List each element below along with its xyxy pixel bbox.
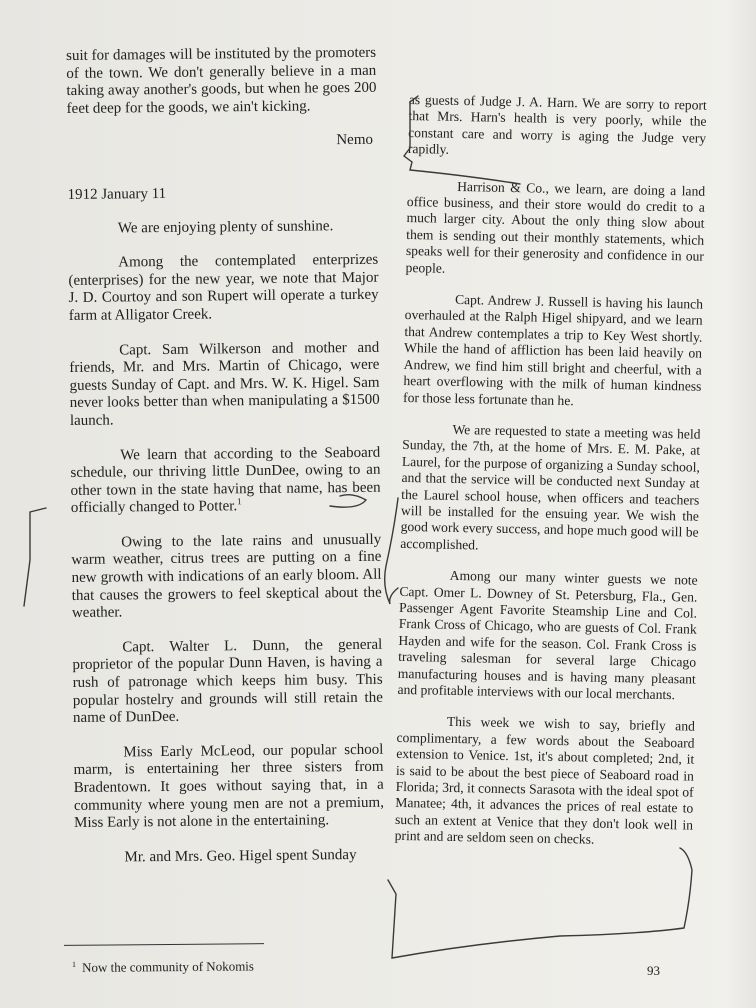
paragraph-guests: Among our many winter guests we note Capt. Omer L. Downey of St. Petersburg, Fla., Gen. Passenger Agent Favorite Steamship Line and Col. Frank Cross of Chicago, who are guests of Col. Frank Hayden and wife for the season. Col. Frank Cross is traveling salesman for several large Chicago manufacturing houses and is having many pleasant and profitable interviews with our local merchants. — [397, 568, 698, 703]
paragraph-seaboard: This week we wish to say, briefly and complimentary, a few words about the Seaboard extension to Venice. 1st, it's about completed; 2nd, it is said to be about the best piece of Seaboard road in Florida; 3rd, it connects Sarasota with the ideal spot of Manatee; 4th, it advances the prices of real estate to such an extent at Venice that they don't look well in print and are seldom seen on checks. — [394, 714, 696, 847]
paragraph-citrus: Owing to the late rains and unusually warm weather, citrus trees are putting on a fine new growth with indications of an early bloom. All that causes the growers to feel skeptical about the weather. — [71, 531, 382, 622]
paragraph-wilkerson: Capt. Sam Wilkerson and mother and friends, Mr. and Mrs. Martin of Chicago, were guests Sunday of Capt. and Mrs. W. K. Higel. Sam never looks better than when manipulating a $1500 launch. — [69, 339, 380, 429]
paragraph-harn: as guests of Judge J. A. Harn. We are sorry to report that Mrs. Harn's health is very poorly, while the constant care and worry is aging the Judge very rapidly. — [407, 92, 707, 157]
paragraph-russell: Capt. Andrew J. Russell is having his launch overhauled at the Ralph Higel shipyard, and we learn that Andrew contemplates a trip to Key West shortly. While the hand of affliction has been laid heavily on Andrew, we find him still bright and cheerful, with a heart overflowing with the milk of human kindness for those less fortunate than he. — [403, 291, 704, 408]
footnote-rule — [64, 943, 264, 946]
paragraph-harrison: Harrison & Co., we learn, are doing a land office business, and their store would do credit to a much larger city. About the only thing slow about them is sending out their monthly statements, which speaks well for their generosity and confidence in our people. — [405, 178, 706, 276]
paragraph-continued: suit for damages will be instituted by the promoters of the town. We don't generally believe in a man taking away another's goods, but when he goes 200 feet deep for the goods, we ain't kicking. — [66, 44, 377, 117]
page-number: 93 — [647, 963, 660, 978]
paragraph-dunn: Capt. Walter L. Dunn, the general proprietor of the popular Dunn Haven, is having a rush of patronage which keeps him busy. This popular hostelry and grounds will still retain the name of DunDee. — [72, 636, 383, 727]
page-spine-shadow — [726, 0, 756, 1008]
paragraph-enterprizes: Among the contemplated enterprizes (enterprises) for the new year, we note that Major J. D. Courtoy and son Rupert will operate a turkey farm at Alligator Creek. — [68, 251, 379, 324]
footnote-marker: 1 — [71, 959, 77, 969]
left-column — [66, 45, 385, 885]
paragraph-dundee-text: We learn that according to the Seaboard schedule, our thriving little DunDee, owing to an other town in the state having that name, has been officially changed to Potter. — [70, 444, 381, 517]
bracket-mark-middle-right — [385, 498, 398, 604]
footnote — [72, 958, 254, 976]
bracket-mark-bottom — [388, 848, 692, 958]
dateline: 1912 January 11 — [67, 185, 167, 203]
paragraph-mcleod: Miss Early McLeod, our popular school marm, is entertaining her three sisters from Bradentown. It goes without saying that, in a community where young men are not a premium, Miss Early is not alone in the entertaining. — [73, 741, 385, 832]
footnote-reference: 1 — [237, 496, 242, 507]
paragraph-sunshine: We are enjoying plenty of sunshine. — [117, 217, 334, 237]
paragraph-dundee — [70, 444, 381, 518]
signature: Nemo — [336, 132, 374, 149]
right-column — [394, 92, 707, 865]
paragraph-higel: Mr. and Mrs. Geo. Higel spent Sunday — [124, 846, 357, 866]
paragraph-meeting: We are requested to state a meeting was held Sunday, the 7th, at the home of Mrs. E. M. Pake, at Laurel, for the purpose of organizing a Sunday school, and that the service will be conducted next Sunday at the Laurel school house, when officers and teachers will be installed for the ensuing year. We wish the good work every success, and hope much good will be accomplished. — [400, 421, 701, 553]
footnote-text: Now the community of Nokomis — [81, 958, 255, 975]
